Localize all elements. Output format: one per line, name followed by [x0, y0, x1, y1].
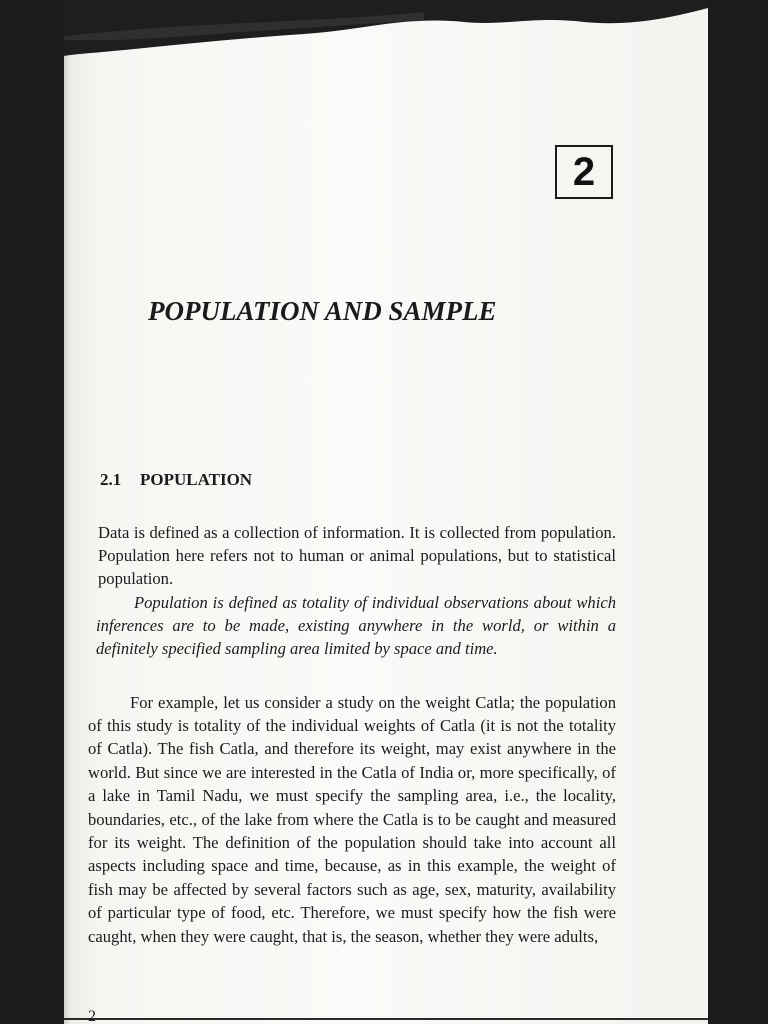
page-number: 2	[88, 1008, 96, 1024]
book-page	[64, 0, 708, 1024]
scan-top-shadow	[64, 0, 708, 56]
section-heading	[100, 470, 252, 490]
section-title: POPULATION	[140, 470, 253, 489]
chapter-number: 2	[572, 149, 596, 194]
chapter-number-box	[555, 145, 613, 199]
footer-rule	[64, 1018, 708, 1020]
section-number: 2.1	[100, 470, 122, 489]
paragraph-data-definition: Data is defined as a collection of information. It is collected from population. Population here refers not to human or animal populations, but to statistical population.	[98, 522, 616, 589]
page-edge-shadow	[64, 0, 70, 1024]
chapter-title: POPULATION AND SAMPLE	[148, 296, 497, 326]
page-margin-strip	[648, 0, 708, 1024]
paragraph-catla-example: For example, let us consider a study on the weight Catla; the population of this study is totality of the individual weights of Catla (it is not the totality of Catla). The fish Catla, and therefore its weight, may exist anywhere in the world. But since we are interested in the Catla of India or, more specifically, of a lake in Tamil Nadu, we must specify the sampling area, i.e., the locality, boundaries, etc., of the lake from where the Catla is to be caught and measured for its weight. The definition of the population should take into account all aspects including space and time, because, as in this example, the weight of fish may be affected by several factors such as age, sex, maturity, availability of particular type of food, etc. Therefore, we must specify how the fish were caught, when they were caught, that is, the season, whether they were adults,	[88, 692, 616, 946]
paragraph-population-definition: Population is defined as totality of individual observations about which inferences are to be made, existing anywhere in the world, or within a definitely specified sampling area limited by space and time.	[96, 592, 616, 659]
